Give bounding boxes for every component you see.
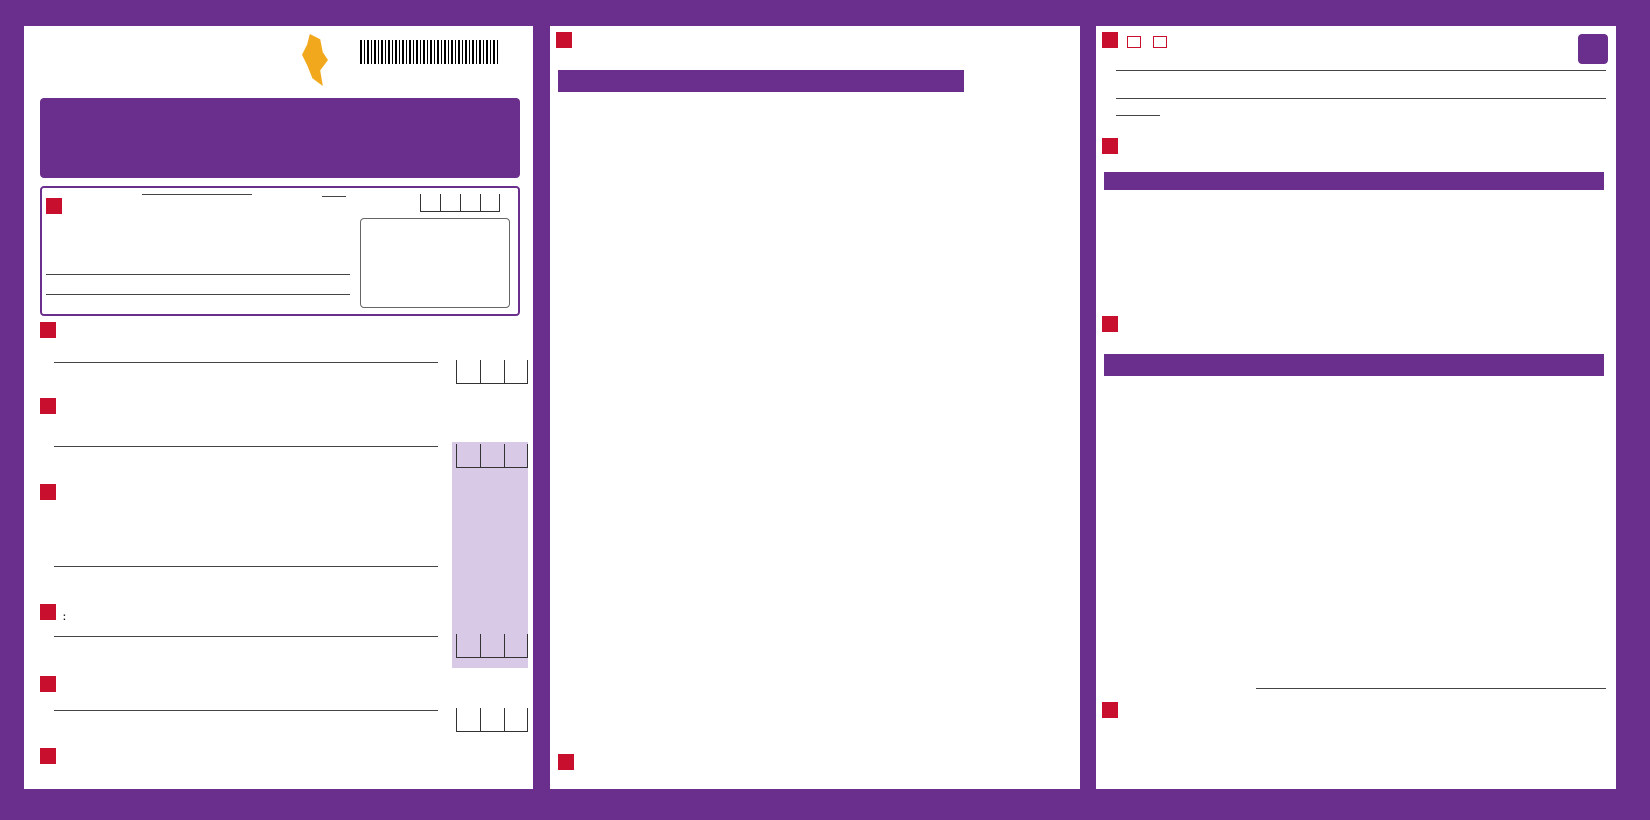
col-numero xyxy=(964,70,1072,92)
mesa-header xyxy=(1104,172,1604,190)
section-2-letra xyxy=(54,362,438,363)
barcode xyxy=(360,40,500,64)
section-6-title xyxy=(40,676,440,695)
section-9 xyxy=(558,754,1058,773)
section-4-crossed xyxy=(54,566,438,567)
municipio-label xyxy=(46,198,66,217)
section-1 xyxy=(40,186,520,316)
section-7 xyxy=(40,748,470,767)
tipo-casilla-box xyxy=(360,218,510,308)
address-line-3 xyxy=(46,274,350,275)
section-6-letra xyxy=(54,710,438,711)
section-2-title xyxy=(40,322,440,341)
title-banner xyxy=(40,98,520,178)
no-checkbox[interactable] xyxy=(1153,36,1167,48)
address-line-4 xyxy=(46,294,350,295)
municipio-value xyxy=(142,194,252,195)
left-panel xyxy=(24,26,533,789)
protesta-line xyxy=(1256,688,1606,689)
reps-header xyxy=(1104,354,1604,376)
section-11-title xyxy=(1102,138,1602,157)
col-letra xyxy=(638,70,964,92)
section-4-title xyxy=(40,484,440,503)
col-partido xyxy=(558,70,638,92)
nuevo-leon-map-icon xyxy=(302,34,328,86)
section-3-number xyxy=(456,444,528,468)
section-12-title xyxy=(1102,316,1602,335)
describa-label xyxy=(1116,70,1606,71)
seccion-digits xyxy=(420,194,500,212)
page-number xyxy=(1578,34,1608,64)
section-6-number xyxy=(456,708,528,732)
section-2-number xyxy=(456,360,528,384)
section-3-title xyxy=(40,398,440,417)
section-3-letra xyxy=(54,446,438,447)
incidente-line xyxy=(1116,98,1606,99)
distrito-value xyxy=(322,196,346,197)
section-5-letra xyxy=(54,636,438,637)
section-8-title xyxy=(556,32,1066,51)
right-panel xyxy=(1096,26,1616,789)
section-5-title: : xyxy=(40,604,66,623)
section-13-title xyxy=(1102,702,1602,721)
middle-panel xyxy=(550,26,1080,789)
section-10 xyxy=(1102,32,1532,51)
section-5-number xyxy=(456,634,528,658)
results-header xyxy=(558,70,1072,92)
encaso xyxy=(1116,108,1606,119)
